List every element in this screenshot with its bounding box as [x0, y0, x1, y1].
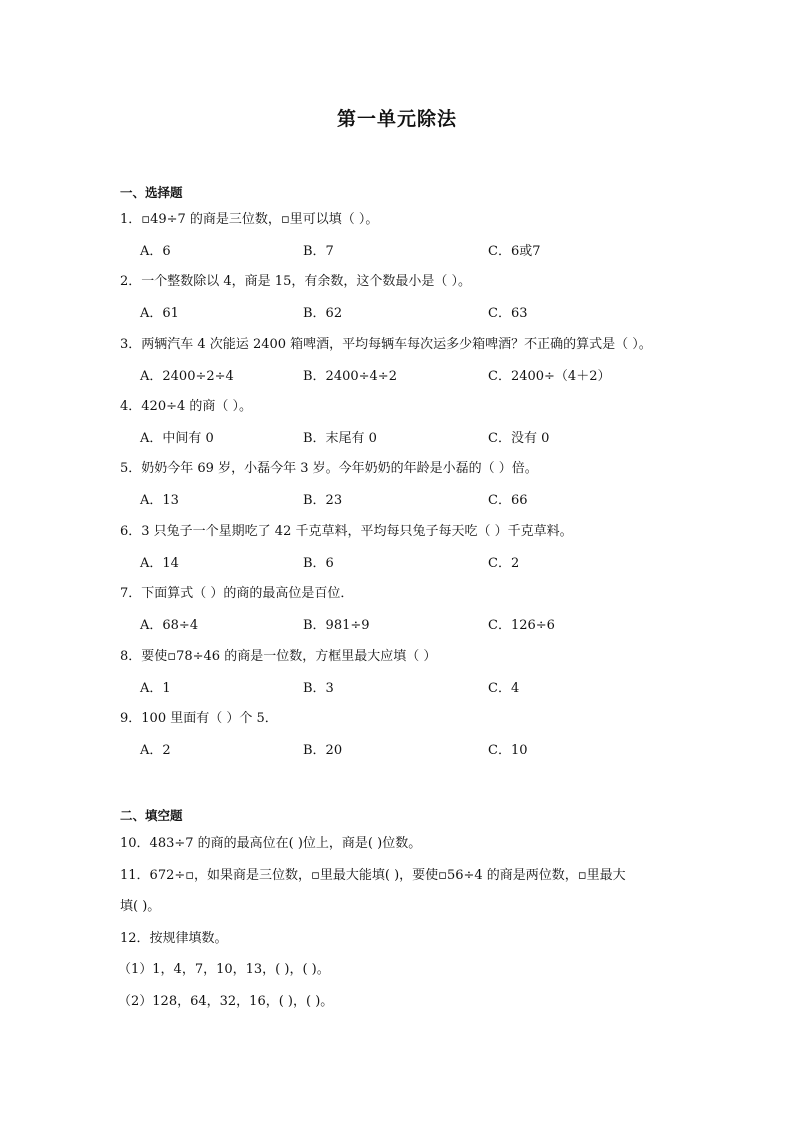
question-11: 11．672÷▫，如果商是三位数，▫里最大能填( )，要使▫56÷4 的商是两位数，▫里最大: [120, 868, 626, 883]
option-b: B．981÷9: [303, 618, 370, 633]
option-a: A．68÷4: [140, 618, 199, 633]
question-12-part-2: （2）128，64，32，16，( )，( )。: [118, 994, 334, 1009]
section-heading-choice: 一、选择题: [120, 185, 183, 200]
option-a: A．61: [140, 306, 179, 321]
question-7: 7．下面算式（ ）的商的最高位是百位．: [120, 586, 354, 601]
page-title: 第一单元除法: [336, 108, 457, 130]
question-7-options: [140, 614, 640, 634]
question-6: 6．3 只兔子一个星期吃了 42 千克草料，平均每只兔子每天吃（ ）千克草料。: [120, 524, 573, 539]
option-c: C．没有 0: [488, 431, 550, 446]
option-c: C．66: [488, 493, 528, 508]
option-c: C．6或7: [488, 244, 541, 259]
option-c: C．63: [488, 306, 528, 321]
question-8-options: [140, 677, 640, 697]
question-3: 3．两辆汽车 4 次能运 2400 箱啤酒，平均每辆车每次运多少箱啤酒？不正确的算式是（ ）。: [120, 337, 652, 352]
option-b: B．20: [303, 743, 343, 758]
option-c: C．4: [488, 681, 520, 696]
option-c: C．2: [488, 556, 520, 571]
option-a: A．2: [140, 743, 171, 758]
option-a: A．1: [140, 681, 171, 696]
question-4-options: [140, 427, 640, 447]
option-b: B．23: [303, 493, 343, 508]
question-9-options: [140, 739, 640, 759]
option-c: C．126÷6: [488, 618, 555, 633]
question-4: 4．420÷4 的商（ ）。: [120, 399, 253, 414]
section-heading-fill: 二、填空题: [120, 808, 183, 823]
option-a: A．14: [140, 556, 179, 571]
option-c: C．10: [488, 743, 528, 758]
question-10: 10．483÷7 的商的最高位在( )位上，商是( )位数。: [120, 836, 422, 851]
option-b: B．7: [303, 244, 334, 259]
question-1-options: [140, 240, 640, 260]
question-2: 2．一个整数除以 4，商是 15，有余数，这个数最小是（ ）。: [120, 274, 471, 289]
option-b: B．3: [303, 681, 334, 696]
question-1: 1．▫49÷7 的商是三位数，▫里可以填（ ）。: [120, 212, 379, 227]
question-12-part-1: （1）1，4，7，10，13，( )，( )。: [118, 962, 330, 977]
question-8: 8．要使▫78÷46 的商是一位数，方框里最大应填（ ）: [120, 649, 437, 664]
option-b: B．62: [303, 306, 343, 321]
option-a: A．6: [140, 244, 171, 259]
question-12: 12．按规律填数。: [120, 931, 228, 946]
question-3-options: [140, 365, 640, 385]
question-11-continued: 填( )。: [120, 899, 161, 914]
question-6-options: [140, 552, 640, 572]
option-b: B．6: [303, 556, 334, 571]
option-a: A．2400÷2÷4: [140, 369, 234, 384]
question-5-options: [140, 489, 640, 509]
option-c: C．2400÷（4＋2）: [488, 369, 611, 384]
option-b: B．末尾有 0: [303, 431, 377, 446]
question-9: 9．100 里面有（ ）个 5．: [120, 711, 278, 726]
option-a: A．13: [140, 493, 179, 508]
option-a: A．中间有 0: [140, 431, 214, 446]
question-5: 5．奶奶今年 69 岁，小磊今年 3 岁。今年奶奶的年龄是小磊的（ ）倍。: [120, 461, 538, 476]
question-2-options: [140, 302, 640, 322]
option-b: B．2400÷4÷2: [303, 369, 397, 384]
